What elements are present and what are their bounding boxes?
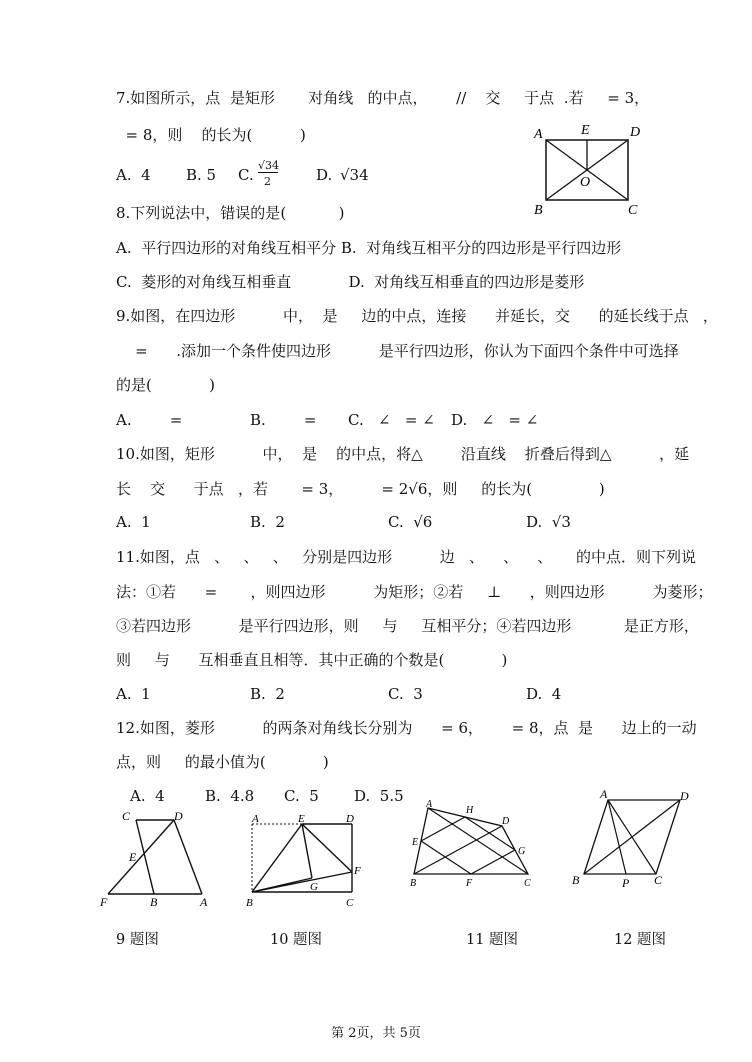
q11-option-b: B. 2	[250, 685, 285, 703]
q9-option-b: B. =	[250, 411, 317, 429]
q11-option-d: D. 4	[526, 685, 562, 703]
q11-line4: 则 与 互相垂直且相等．其中正确的个数是( )	[116, 651, 508, 669]
q9-option-d: D. ∠ = ∠	[451, 411, 539, 429]
q7-option-c-numerator: √34	[258, 159, 280, 172]
q8-line3: C. 菱形的对角线互相垂直 D. 对角线互相垂直的四边形是菱形	[116, 273, 585, 291]
label-p: P	[622, 876, 630, 890]
label-g: G	[518, 846, 526, 857]
q7-option-a: A. 4	[116, 166, 151, 184]
figure-10-caption: 10 题图	[270, 932, 323, 948]
figure-11-caption: 11 题图	[466, 932, 519, 948]
figure-10	[242, 812, 372, 912]
label-d: D	[502, 816, 510, 827]
label-f: F	[100, 895, 108, 908]
label-a: A	[252, 813, 259, 825]
label-c: C	[654, 873, 663, 887]
q9-option-a: A. =	[116, 411, 183, 429]
label-c: C	[524, 878, 531, 889]
label-f: F	[354, 865, 361, 877]
label-h: H	[466, 805, 474, 816]
label-d: D	[680, 789, 689, 803]
q9-line1: 9.如图，在四边形 中， 是 边的中点，连接 并延长，交 的延长线于点 ，	[116, 307, 718, 325]
q9-line2: = .添加一个条件使四边形 是平行四边形，你认为下面四个条件中可选择	[116, 342, 679, 360]
q12-option-d: D. 5.5	[354, 787, 404, 805]
q11-line2: 法：①若 = ，则四边形 为矩形；②若 ⊥ ，则四边形 为菱形；	[116, 583, 713, 601]
figure-9-caption: 9 题图	[116, 932, 159, 948]
q10-line1: 10.如图，矩形 中， 是 的中点，将△ 沿直线 折叠后得到△ ，延	[116, 445, 690, 463]
q7-option-d-label: D.	[316, 166, 333, 184]
q8-line1: 8.下列说法中，错误的是( )	[116, 204, 345, 222]
label-c: C	[346, 897, 354, 909]
q11-option-c: C. 3	[388, 685, 423, 703]
q7-option-c: C.	[238, 166, 254, 184]
label-e: E	[298, 813, 305, 825]
page-footer: 第 2页，共 5页	[331, 1026, 421, 1041]
q7-option-d-value: √34	[340, 166, 369, 184]
q10-line2: 长 交 于点 ，若 = 3， = 2√6，则 的长为( )	[116, 480, 605, 498]
label-o: O	[580, 175, 591, 190]
q12-option-b: B. 4.8	[205, 787, 255, 805]
label-d: D	[174, 809, 183, 823]
label-d: D	[346, 813, 354, 825]
label-e: E	[129, 850, 137, 864]
figure-11	[402, 798, 542, 898]
label-b: B	[572, 873, 580, 887]
q11-line1: 11.如图，点 、 、 、 分别是四边形 边 、 、 、 的中点．则下列说	[116, 548, 697, 566]
figure-9	[96, 808, 216, 908]
q9-line3: 的是( )	[116, 376, 215, 394]
q7-line1: 7.如图所示，点 是矩形 对角线 的中点， // 交 于点 .若 = 3，	[116, 89, 650, 107]
label-g: G	[310, 881, 318, 893]
label-e: E	[581, 123, 590, 138]
label-a: A	[534, 127, 543, 142]
label-a: A	[426, 799, 433, 810]
q12-option-c: C. 5	[284, 787, 319, 805]
q11-option-a: A. 1	[116, 685, 151, 703]
q7-option-c-denominator: 2	[264, 175, 271, 188]
label-b: B	[534, 203, 543, 218]
q7-rectangle-figure	[530, 118, 650, 218]
label-b: B	[150, 895, 158, 908]
q11-line3: ③若四边形 是平行四边形，则 与 互相平分；④若四边形 是正方形，	[116, 617, 699, 635]
q10-option-a: A. 1	[116, 513, 151, 531]
q8-line2: A. 平行四边形的对角线互相平分 B. 对角线互相平分的四边形是平行四边形	[116, 239, 622, 257]
label-b: B	[410, 878, 417, 889]
q7-option-b: B. 5	[186, 166, 217, 184]
q10-option-c: C. √6	[388, 513, 433, 531]
label-d: D	[630, 125, 641, 140]
q10-option-b: B. 2	[250, 513, 285, 531]
q9-option-c: C. ∠ = ∠	[348, 411, 435, 429]
q12-line1: 12.如图，菱形 的两条对角线长分别为 = 6， = 8，点 是 边上的一动	[116, 719, 697, 737]
label-e: E	[412, 837, 419, 848]
label-c: C	[122, 809, 131, 823]
q12-option-a: A. 4	[130, 787, 165, 805]
label-f: F	[466, 878, 473, 889]
label-a: A	[600, 787, 608, 801]
q10-option-d: D. √3	[526, 513, 571, 531]
label-c: C	[628, 203, 638, 218]
q7-line2: = 8，则 的长为( )	[116, 126, 306, 144]
figure-12-caption: 12 题图	[614, 932, 667, 948]
label-a: A	[200, 895, 208, 908]
figure-12	[568, 786, 698, 896]
q12-line2: 点，则 的最小值为( )	[116, 753, 329, 771]
label-b: B	[246, 897, 253, 909]
